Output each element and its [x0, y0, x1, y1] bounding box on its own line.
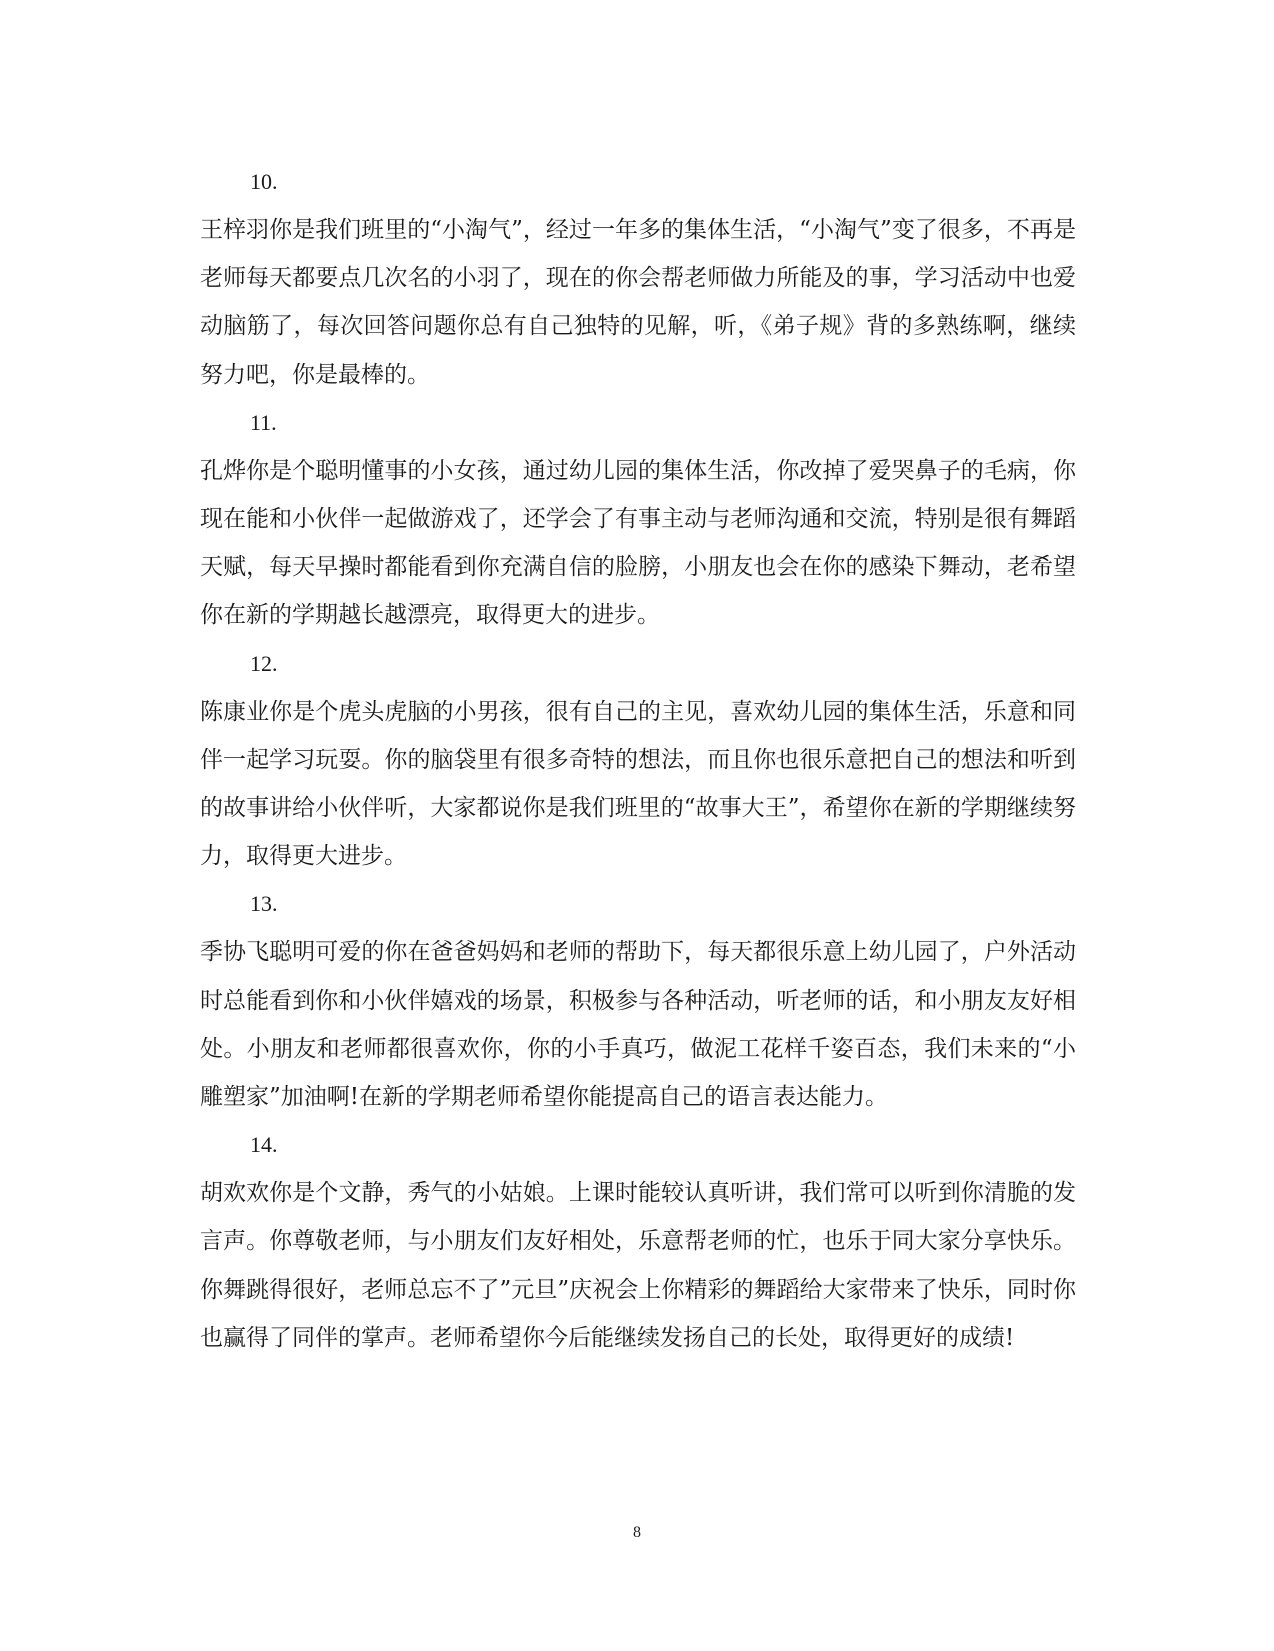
entry-text: 胡欢欢你是个文静，秀气的小姑娘。上课时能较认真听讲，我们常可以听到你清脆的发言声。你尊敬老师，与小朋友们友好相处，乐意帮老师的忙，也乐于同大家分享快乐。你舞跳得很好，老师总忘不了”元旦”庆祝会上你精彩的舞蹈给大家带来了快乐，同时你也赢得了同伴的掌声。老师希望你今后能继续发扬自己的长处，取得更好的成绩!	[200, 1180, 1076, 1351]
entry-number: 13.	[250, 891, 278, 917]
entry-11	[200, 399, 1076, 640]
document-body	[200, 158, 1076, 1362]
entry-12	[200, 640, 1076, 881]
entry-text: 孔烨你是个聪明懂事的小女孩，通过幼儿园的集体生活，你改掉了爱哭鼻子的毛病，你现在能和小伙伴一起做游戏了，还学会了有事主动与老师沟通和交流，特别是很有舞蹈天赋，每天早操时都能看到你充满自信的脸膀，小朋友也会在你的感染下舞动，老希望你在新的学期越长越漂亮，取得更大的进步。	[200, 457, 1076, 629]
entry-text: 陈康业你是个虎头虎脑的小男孩，很有自己的主见，喜欢幼儿园的集体生活，乐意和同伴一起学习玩耍。你的脑袋里有很多奇特的想法，而且你也很乐意把自己的想法和听到的故事讲给小伙伴听，大家都说你是我们班里的“故事大王”，希望你在新的学期继续努力，取得更大进步。	[200, 698, 1076, 870]
entry-14	[200, 1121, 1076, 1362]
entry-text: 季协飞聪明可爱的你在爸爸妈妈和老师的帮助下，每天都很乐意上幼儿园了，户外活动时总能看到你和小伙伴嬉戏的场景，积极参与各种活动，听老师的话，和小朋友友好相处。小朋友和老师都很喜欢你，你的小手真巧，做泥工花样千姿百态，我们未来的“小雕塑家”加油啊!在新的学期老师希望你能提高自己的语言表达能力。	[200, 939, 1076, 1111]
entry-number: 10.	[250, 169, 278, 194]
entry-13	[200, 880, 1076, 1121]
entry-number: 12.	[250, 650, 278, 676]
entry-number: 14.	[250, 1132, 278, 1158]
entry-number: 11.	[250, 409, 277, 435]
entry-10	[200, 158, 1076, 399]
page-number: 8	[633, 1524, 641, 1541]
entry-text: 王梓羽你是我们班里的“小淘气”，经过一年多的集体生活，“小淘气”变了很多，不再是老师每天都要点几次名的小羽了，现在的你会帮老师做力所能及的事，学习活动中也爱动脑筋了，每次回答问题你总有自己独特的见解，听，《弟子规》背的多熟练啊，继续努力吧，你是最棒的。	[200, 217, 1076, 388]
